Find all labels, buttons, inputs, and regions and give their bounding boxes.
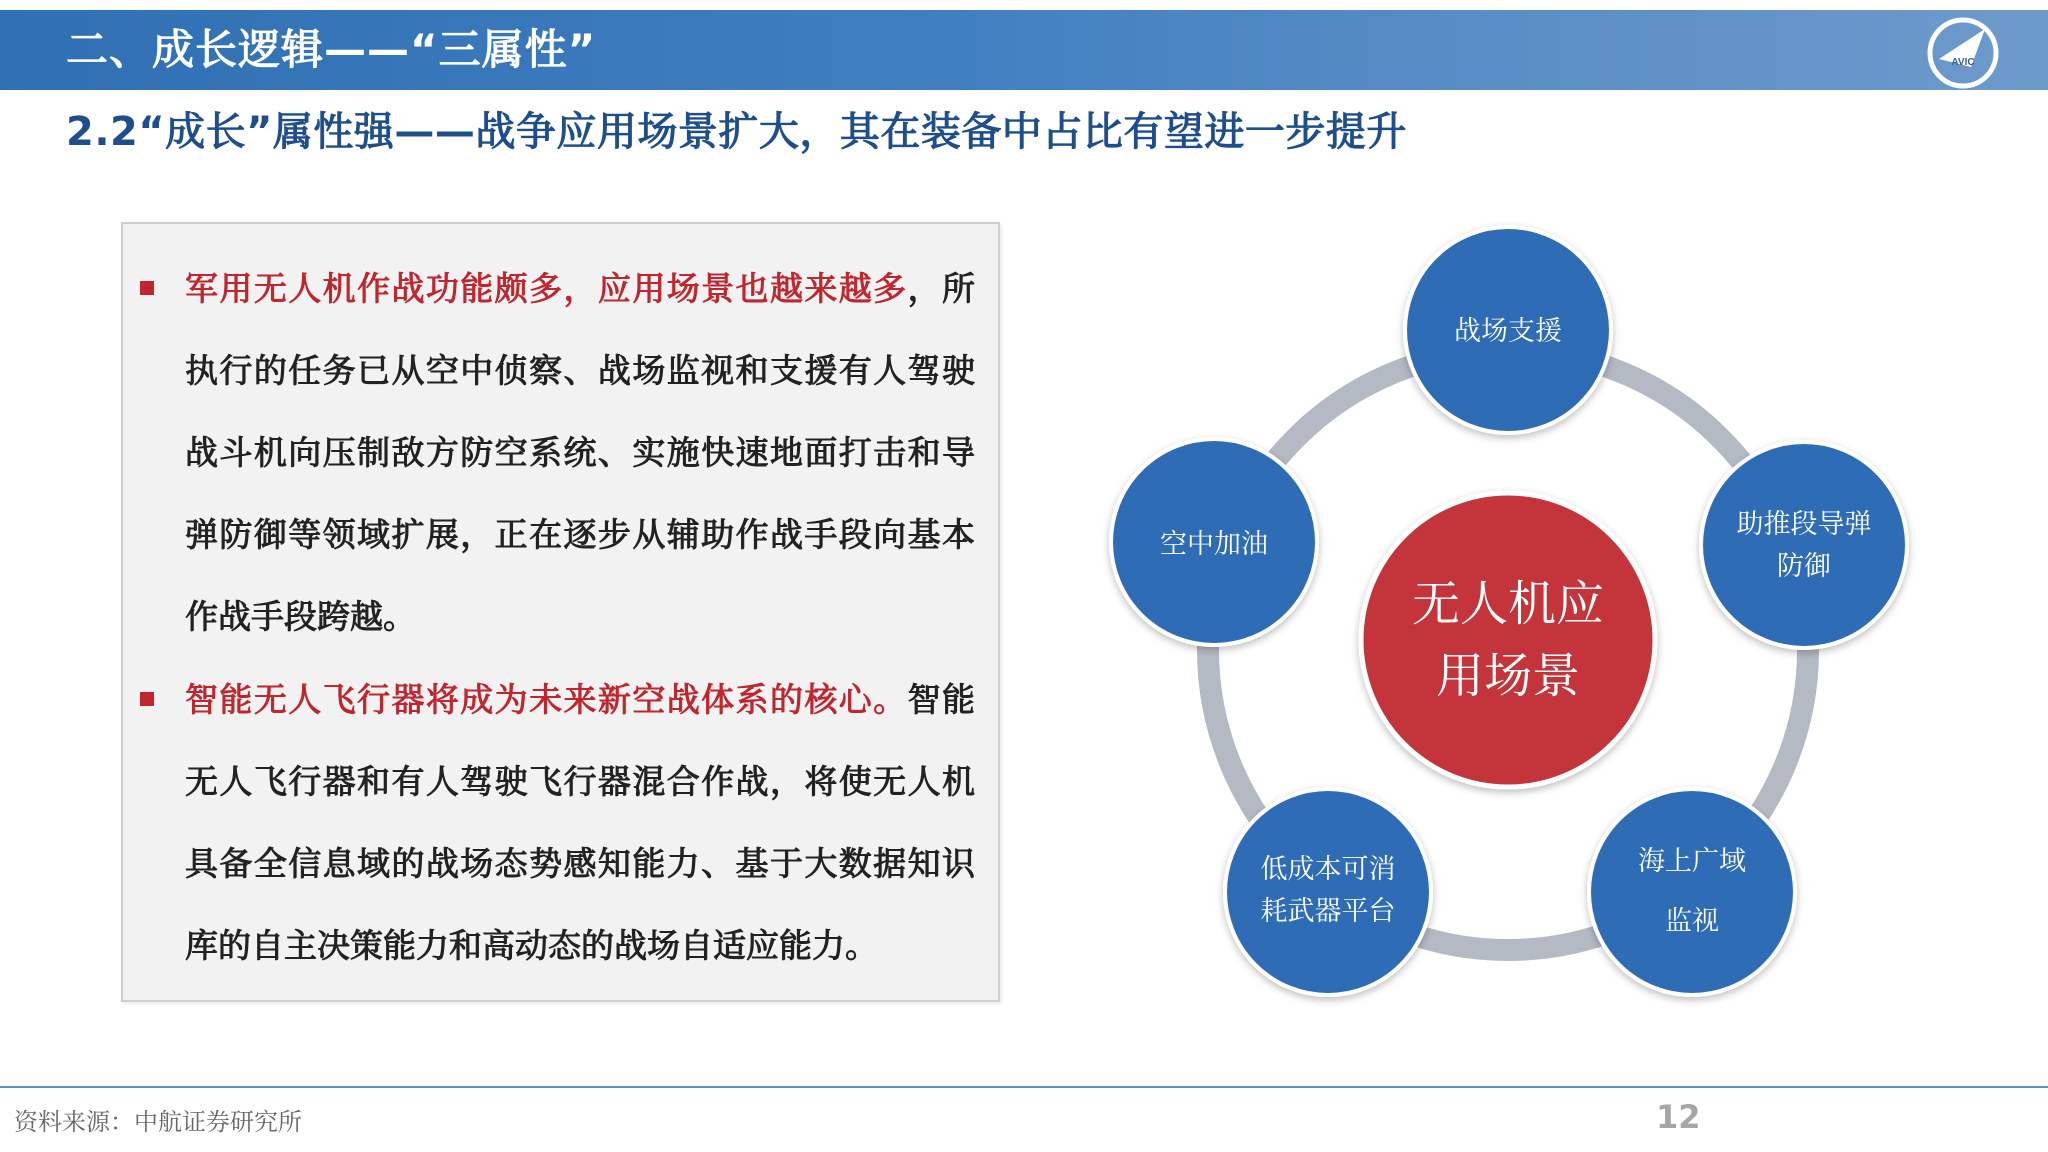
node-maritime-surveillance	[1589, 789, 1795, 995]
point-2-text: 智能无人飞行器和有人驾驶飞行器混合作战，将使无人机具备全信息域的战场态势感知能力、基于大数据知识库的自主决策能力和高动态的战场自适应能力。	[185, 680, 976, 965]
node-battlefield-support	[1405, 227, 1611, 433]
node-low-cost-expendable-platform	[1225, 789, 1431, 995]
center-label-line-1: 无人机应	[1411, 576, 1605, 632]
point-1-text: ，所执行的任务已从空中侦察、战场监视和支援有人驾驶战斗机向压制敌方防空系统、实施快速地面打击和导弹防御等领域扩展，正在逐步从辅助作战手段向基本作战手段跨越。	[185, 269, 976, 636]
node-label: 低成本可消	[1260, 854, 1396, 885]
svg-text:AVIC: AVIC	[1951, 57, 1975, 68]
center-node	[1361, 493, 1655, 787]
footer-source: 资料来源：中航证券研究所	[14, 1108, 302, 1136]
node-aerial-refueling	[1111, 439, 1317, 645]
point-1-highlight: 军用无人机作战功能颇多，应用场景也越来越多	[185, 269, 908, 308]
node-label: 耗武器平台	[1260, 896, 1396, 927]
footer-divider	[0, 1086, 2048, 1088]
node-label: 战场支援	[1454, 316, 1562, 347]
center-label-line-2: 用场景	[1435, 648, 1581, 704]
node-label: 助推段导弹	[1736, 509, 1872, 540]
node-boost-phase-missile-defense	[1701, 442, 1907, 648]
node-label: 海上广域	[1638, 846, 1746, 877]
node-label: 监视	[1665, 906, 1719, 937]
section-title: 二、成长逻辑——“三属性”	[66, 25, 597, 74]
node-label: 空中加油	[1160, 529, 1268, 560]
slide-subtitle: 2.2“成长”属性强——战争应用场景扩大，其在装备中占比有望进一步提升	[66, 109, 1407, 155]
point-2-highlight: 智能无人飞行器将成为未来新空战体系的核心。	[185, 680, 908, 719]
page-number: 12	[1656, 1098, 1701, 1136]
node-label: 防御	[1777, 551, 1831, 582]
